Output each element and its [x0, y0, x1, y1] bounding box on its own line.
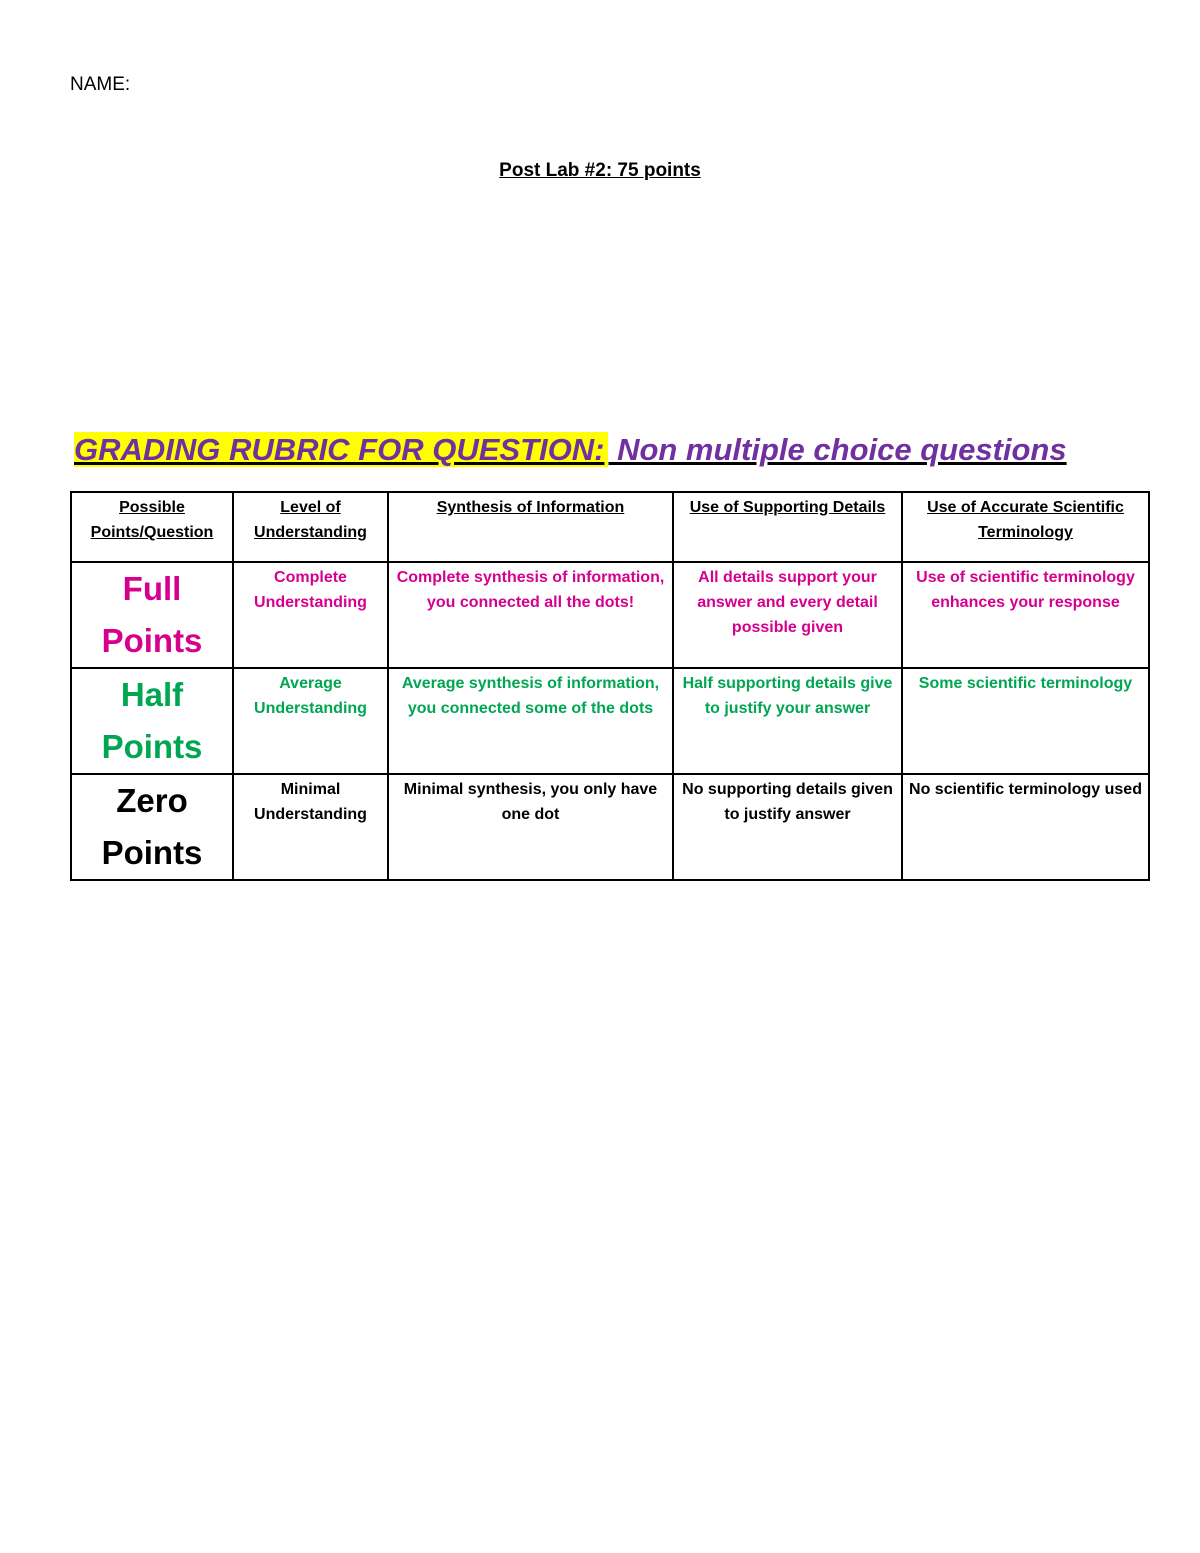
name-label: NAME:	[70, 74, 131, 95]
table-cell: Half supporting details give to justify your answer	[673, 668, 902, 774]
table-cell: Average synthesis of information, you connected some of the dots	[388, 668, 673, 774]
column-header-level-of-understanding: Level of Understanding	[233, 492, 388, 562]
rubric-row-full-points	[71, 562, 1149, 668]
table-cell: No scientific terminology used	[902, 774, 1149, 880]
rubric-heading-topic: Non multiple choice questions	[617, 432, 1067, 467]
column-header-terminology: Use of Accurate Scientific Terminology	[902, 492, 1149, 562]
table-cell: Complete Understanding	[233, 562, 388, 668]
table-cell: All details support your answer and every detail possible given	[673, 562, 902, 668]
page-title: Post Lab #2: 75 points	[499, 160, 701, 181]
table-cell: Complete synthesis of information, you connected all the dots!	[388, 562, 673, 668]
rubric-row-zero-points	[71, 774, 1149, 880]
rubric-heading	[74, 428, 1067, 472]
table-cell: Use of scientific terminology enhances your response	[902, 562, 1149, 668]
table-cell: Minimal synthesis, you only have one dot	[388, 774, 673, 880]
level-name-zero: Zero Points	[71, 774, 233, 880]
level-name-half: Half Points	[71, 668, 233, 774]
table-cell: Minimal Understanding	[233, 774, 388, 880]
level-name-full: Full Points	[71, 562, 233, 668]
rubric-header-row	[71, 492, 1149, 562]
table-cell: Average Understanding	[233, 668, 388, 774]
column-header-synthesis: Synthesis of Information	[388, 492, 673, 562]
column-header-possible-points: Possible Points/Question	[71, 492, 233, 562]
table-cell: Some scientific terminology	[902, 668, 1149, 774]
table-cell: No supporting details given to justify answer	[673, 774, 902, 880]
rubric-heading-lead: GRADING RUBRIC FOR QUESTION:	[74, 432, 608, 467]
column-header-supporting-details: Use of Supporting Details	[673, 492, 902, 562]
grading-rubric-table	[70, 491, 1150, 881]
rubric-row-half-points	[71, 668, 1149, 774]
